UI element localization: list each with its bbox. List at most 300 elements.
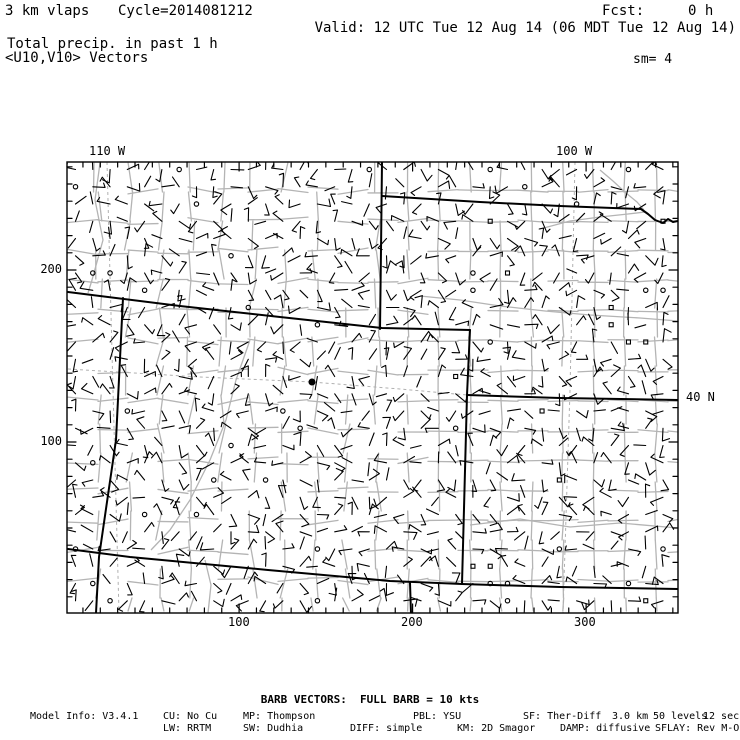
wind-barb [542,601,551,610]
wind-barb [369,433,374,446]
wind-barb [525,536,528,549]
wind-barb [231,595,242,601]
wind-barb [533,282,542,290]
wind-barb [629,264,639,273]
wind-barb [359,377,369,386]
wind-barb [214,428,215,440]
wind-barb [582,601,594,610]
wind-barb [387,468,389,480]
wind-barb [393,394,403,402]
calm-circle-marker [125,409,129,413]
wind-barb [317,528,327,531]
wind-barb [473,239,481,251]
wind-barb [463,204,473,214]
wind-barb [294,432,301,445]
wind-barb [191,591,196,601]
wind-barb [479,390,491,394]
wind-barb [100,384,110,394]
smoothing-label: sm= 4 [633,52,673,67]
wind-barb [594,233,605,238]
wind-barb [387,261,397,273]
wind-barb [179,261,186,273]
wind-barb [195,398,199,411]
wind-barb [404,557,413,566]
wind-barb [115,357,127,361]
wind-barb [376,394,386,397]
wind-barb [628,313,629,325]
wind-barb [228,308,232,320]
wind-barb [292,221,300,232]
wind-barb [638,365,646,377]
wind-barb [257,342,265,352]
wind-barb [317,351,325,359]
wind-barb [601,359,612,366]
wind-barb [300,515,309,527]
wind-barb [127,184,140,192]
wind-barb [520,160,525,170]
wind-barb [513,576,525,584]
wind-barb [559,438,568,446]
wind-barb [293,411,300,422]
cumulus-scheme-label: CU: No Cu [163,711,218,722]
wind-barb [611,541,618,549]
wind-barb [497,446,508,456]
wind-barb [231,532,235,544]
wind-barb [244,208,248,222]
damping-scheme-label: DAMP: diffusive [560,723,651,734]
wind-barb [83,544,92,549]
wind-barb [88,446,93,456]
wind-barb [567,269,577,273]
wind-barb [383,256,387,268]
wind-barb [663,312,668,324]
wind-barb [444,221,456,229]
barb-legend-label: BARB VECTORS: FULL BARB = 10 kts [260,693,480,706]
wind-barb [71,555,76,566]
wind-barb [532,387,542,394]
wind-barb [577,600,590,605]
wind-barb [64,342,75,351]
wind-barb [300,480,312,486]
wind-barb [248,198,257,204]
wind-barb [542,502,548,514]
wind-barb [564,497,577,501]
wind-barb [82,359,93,363]
wind-barb [533,315,542,325]
wind-barb [127,584,132,595]
wind-barb [352,480,364,482]
wind-barb [549,177,559,187]
wind-barb [586,273,594,283]
wind-barb [231,323,241,330]
wind-barb [456,355,468,359]
wind-barb [456,273,466,285]
wind-barb [127,503,128,515]
wind-barb [611,192,616,204]
calm-circle-marker [626,581,630,585]
wind-barb [409,230,421,239]
wind-barb [394,342,404,348]
calm-square-marker [644,599,648,603]
wind-barb [93,377,99,388]
wind-barb [663,296,669,308]
wind-barb [159,566,163,579]
wind-barb [646,302,658,310]
wind-barb [525,411,533,418]
calm-circle-marker [488,167,492,171]
sflay-scheme-label: SFLAY: Rev M-O [655,723,740,734]
wind-barb [369,174,372,187]
wind-barb [169,249,179,256]
wind-barb [461,368,473,376]
wind-barb [162,383,172,393]
wind-barb [133,497,145,498]
calm-circle-marker [91,581,95,585]
wind-barb [515,532,525,540]
wind-barb [358,423,369,429]
wind-barb [404,227,407,239]
wind-barb [162,576,174,584]
wind-barb [179,221,190,228]
wind-barb [162,256,173,266]
wind-barb [352,590,363,601]
wind-barb [70,584,75,594]
wind-barb [289,376,300,381]
wind-barb [542,296,549,308]
wind-barb [339,549,352,555]
wind-barb [629,230,640,239]
wind-barb [333,210,337,221]
wind-barb [413,487,421,497]
rivers [88,163,678,613]
wind-barb [119,601,128,611]
wind-barb [64,529,76,532]
wind-barb [93,239,100,251]
wind-barb [283,377,287,388]
wind-barb [548,582,559,584]
wind-barb [661,239,665,250]
wind-barb [432,497,439,505]
wind-barb [421,411,431,419]
wind-barb [490,239,499,249]
wind-barb [185,325,197,334]
wind-barb [566,290,577,295]
wind-barb [274,234,283,239]
wind-barb [145,157,152,169]
wind-barb [387,400,392,411]
calm-circle-marker [644,288,648,292]
wind-barb [577,411,589,418]
calm-square-marker [557,478,561,482]
wind-barb [473,184,484,188]
wind-barb [662,428,669,441]
wind-barb [335,256,342,268]
wind-barb [411,256,421,264]
wind-barb [421,419,430,428]
wind-barb [341,446,352,450]
wind-barb [68,239,75,248]
wind-barb [254,577,266,584]
wind-barb [335,169,346,170]
calm-square-marker [506,271,510,275]
wind-barb [348,170,353,183]
wind-barb [533,273,543,280]
wind-barb [121,365,127,377]
wind-barb [415,296,422,308]
wind-barb [448,539,456,549]
wind-barb [559,283,570,291]
wind-barb [162,497,174,504]
wind-barb [618,408,629,411]
wind-barb [438,348,445,360]
wind-barb [512,474,525,481]
wind-barb [651,454,663,463]
calm-circle-marker [661,547,665,551]
wind-barb [197,418,205,428]
wind-barb [317,239,328,245]
wind-barb [256,428,266,434]
wind-barb [117,217,127,221]
calm-circle-marker [263,478,267,482]
wind-barb [611,290,619,301]
wind-barb [456,204,465,215]
wind-barb [290,342,300,352]
wind-barb [127,278,136,291]
left-axis-label-200: 200 [40,262,62,276]
km-scheme-label: KM: 2D Smagor [457,723,536,734]
wind-barb [358,306,369,308]
wind-barb [393,411,404,421]
calm-circle-marker [453,426,457,430]
wind-barb [369,314,375,324]
wind-barb [611,342,617,353]
calm-circle-marker [471,271,475,275]
wind-barb [179,426,190,433]
station-dot [309,379,316,386]
wind-barb [206,347,214,359]
wind-barb [508,418,514,428]
wind-barb [559,236,571,239]
wind-barb [171,532,179,541]
wind-barb [110,411,111,423]
wind-barb [288,256,300,262]
wind-barb [300,601,311,613]
wind-barb [117,439,128,445]
wind-barb [260,601,266,612]
wind-barb [369,349,376,360]
wind-barb [611,434,619,445]
wind-barb [110,377,115,389]
wind-barb [611,601,612,612]
wind-barb [265,537,266,549]
bottom-axis-label-300: 300 [574,615,596,629]
wind-barb [428,407,439,411]
calm-circle-marker [471,288,475,292]
calm-circle-marker [108,599,112,603]
wind-barb [661,480,669,491]
calm-circle-marker [194,512,198,516]
wind-barb [300,584,308,595]
wind-barb [271,325,283,334]
wind-barb [584,506,594,514]
wind-barb [197,497,207,506]
wind-barb [411,446,422,449]
wind-barb [279,173,283,187]
wind-barb [283,480,286,493]
wind-barb [289,200,300,208]
wind-barb [438,273,446,283]
wind-barb [69,377,75,389]
wind-barb [179,411,184,423]
wind-barb [655,273,663,284]
wind-barb [352,239,355,250]
wind-barb [417,377,421,388]
wind-barb [103,170,111,183]
wind-barb [179,446,188,458]
wind-barb [82,318,93,325]
wind-barb [477,357,490,361]
wind-barb [335,504,343,515]
calm-circle-marker [661,288,665,292]
wind-barb [283,290,289,300]
wind-barb [456,532,464,540]
wind-barb [359,549,369,556]
wind-barb [149,201,162,205]
levels-label: 50 levels [653,711,708,722]
wind-barb [473,549,484,554]
wind-barb [82,480,93,486]
wind-barb [154,504,162,515]
wind-barb [67,480,76,488]
wind-barb [137,417,145,429]
calm-square-marker [488,564,492,568]
wind-barb [266,358,277,362]
wind-barb [205,433,213,445]
wind-barb [328,418,335,429]
wind-barb [313,497,321,507]
wind-barb [335,526,347,532]
wind-barb [473,529,486,533]
wind-barb [135,221,145,232]
wind-barb [300,532,312,536]
wind-barb [73,484,77,497]
wind-barb [275,195,283,204]
station-marker [309,379,316,386]
wind-barb [231,372,241,377]
wind-barb [283,445,294,450]
wind-barb [76,211,80,221]
calm-circle-marker [626,167,630,171]
wind-barb [359,273,369,282]
wind-barb [456,321,469,326]
wind-barb [646,484,650,497]
wind-barb [387,316,398,325]
wind-barb [490,428,501,437]
wind-barb [378,239,387,250]
wind-barb [603,576,611,584]
wind-barb [508,409,521,411]
wind-barb [179,372,192,379]
wind-barb [548,410,559,411]
wind-barb [515,559,525,566]
wind-barb [283,342,284,354]
wind-barb [617,289,629,290]
calm-circle-marker [315,547,319,551]
wind-barb [348,502,352,514]
vector-field-label: <U10,V10> Vectors [5,50,149,66]
wind-barb [248,491,259,498]
wind-barb [317,411,328,421]
wind-barb [490,435,497,445]
wind-barb [594,178,605,187]
wind-barb [427,549,438,552]
wind-barb [542,359,548,371]
wind-barb [115,196,127,204]
calm-square-marker [540,409,544,413]
calm-circle-marker [142,288,146,292]
wind-barb [263,515,266,526]
wind-barb [594,410,606,411]
wind-barb [662,256,666,267]
wind-barb [90,221,93,232]
wind-barb [345,262,352,274]
wind-barb [324,403,334,411]
wind-barb [226,584,231,595]
wind-barb [162,601,175,604]
right-axis-label-40n: 40 N [686,390,715,404]
wind-barb [179,239,192,242]
calm-circle-marker [177,167,181,171]
wind-barb [211,170,216,180]
wind-barb [447,557,456,566]
wind-barb [646,526,658,532]
wind-barb [569,504,577,514]
calm-square-marker [626,340,630,344]
wind-barb [617,387,628,394]
wind-barb [214,584,222,593]
wind-barb [383,433,387,446]
wind-barb [248,515,259,525]
wind-barb [385,566,386,577]
wind-barb [200,543,213,550]
wind-barb [103,575,110,584]
wind-barb [208,377,214,389]
wind-barb [231,280,236,291]
wind-barb [594,367,603,376]
wind-barb [329,584,336,596]
wind-barb [404,162,416,170]
wind-barb [446,256,456,263]
wind-barb [266,364,270,376]
wind-barb [452,342,460,353]
wind-barb [221,227,231,239]
wind-barb [629,549,641,555]
wind-barb [117,475,127,480]
resolution-label: 3.0 km [612,711,649,722]
wind-barb [81,506,93,515]
diffusion-scheme-label: DIFF: simple [350,723,423,734]
wind-barb [435,584,439,596]
wind-barb [255,221,266,224]
wind-barb [197,290,207,295]
wind-barb [347,377,354,389]
wind-barb [179,480,189,490]
wind-barb [600,214,611,221]
calm-square-marker [609,306,613,310]
wind-barb [76,196,87,204]
microphysics-scheme-label: MP: Thompson [243,711,316,722]
wind-barb [426,254,439,258]
